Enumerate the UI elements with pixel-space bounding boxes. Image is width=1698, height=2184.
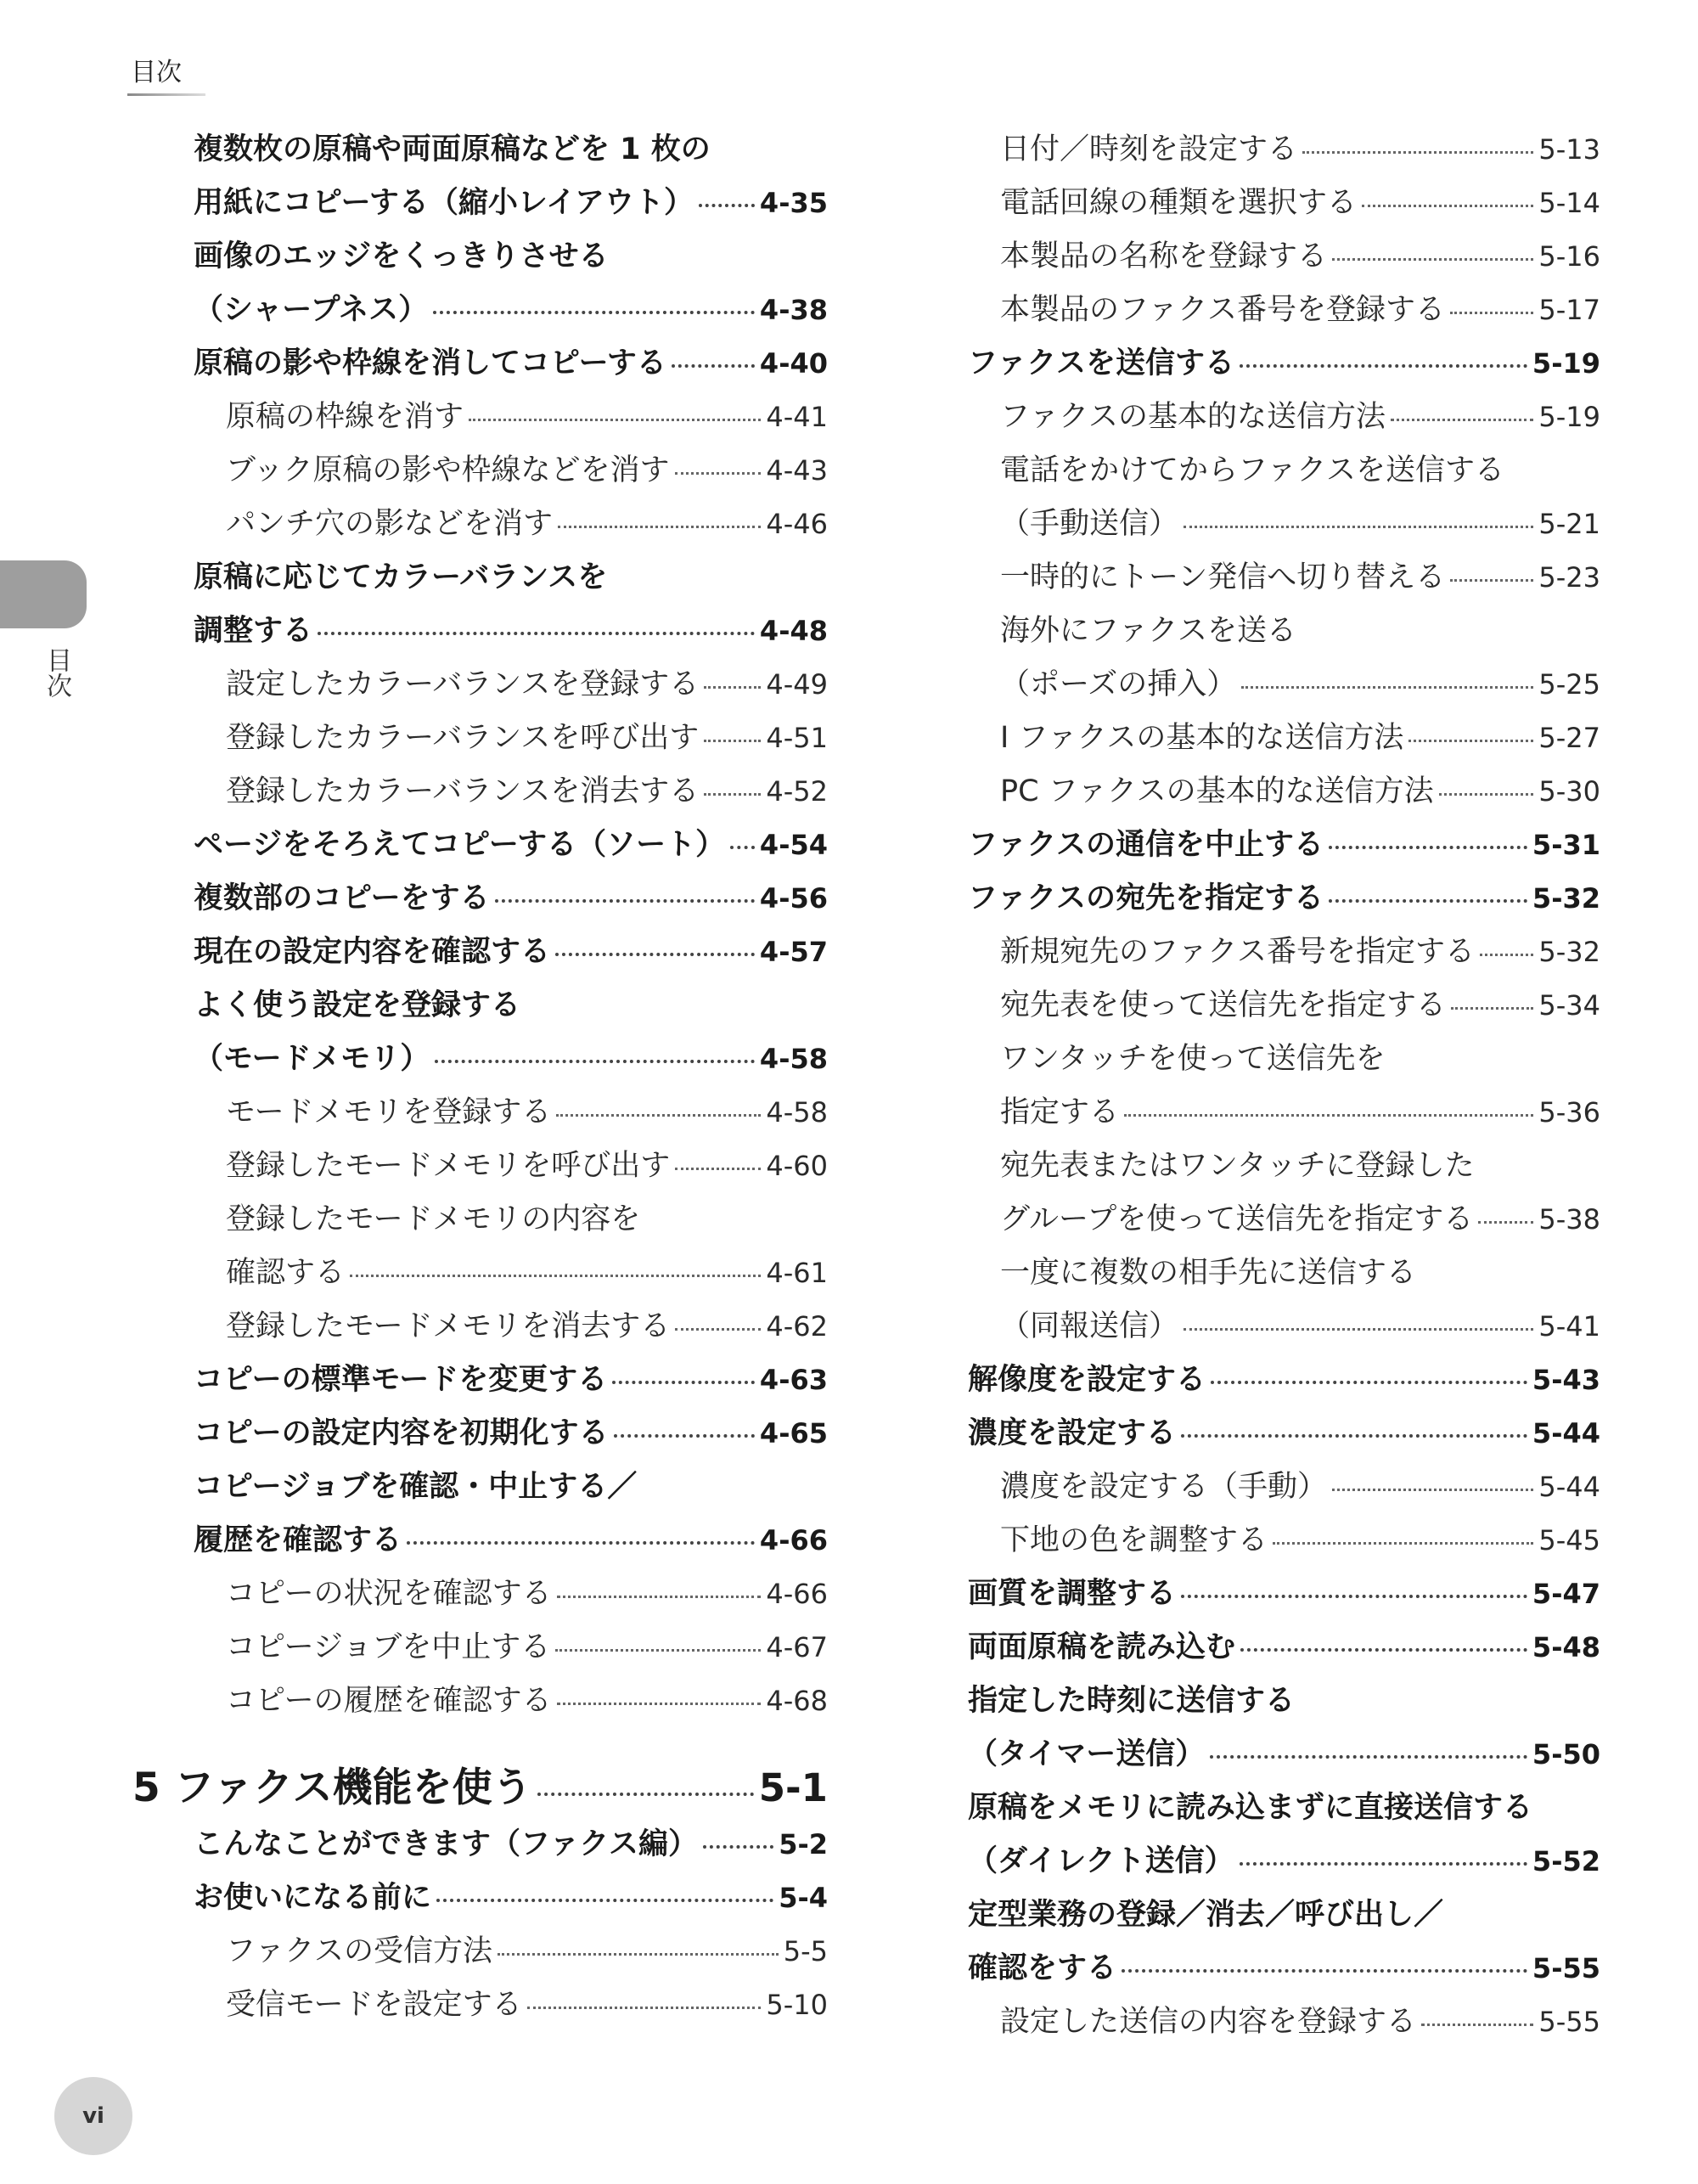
toc-page-number: 5-5 bbox=[783, 1935, 828, 1967]
toc-dot-leader bbox=[498, 1953, 779, 1956]
toc-entry[interactable] bbox=[968, 1942, 1600, 1995]
toc-entry[interactable] bbox=[968, 765, 1600, 819]
toc-entry-title: コピーの標準モードを変更する bbox=[194, 1363, 608, 1397]
toc-page-number: 5-30 bbox=[1538, 775, 1600, 808]
toc-entry[interactable] bbox=[968, 498, 1600, 551]
toc-dot-leader bbox=[436, 1899, 773, 1902]
toc-page-number: 5-19 bbox=[1532, 347, 1600, 380]
toc-entry-title: 日付／時刻を設定する bbox=[1000, 132, 1298, 166]
toc-page-number: 5-31 bbox=[1532, 829, 1600, 861]
toc-dot-leader bbox=[1240, 1862, 1527, 1866]
toc-page-number: 5-32 bbox=[1538, 936, 1600, 968]
toc-dot-leader bbox=[495, 899, 755, 903]
toc-entry[interactable] bbox=[968, 1728, 1600, 1782]
toc-dot-leader bbox=[1332, 258, 1533, 261]
toc-page-number: 5-44 bbox=[1532, 1417, 1600, 1449]
toc-entry[interactable] bbox=[194, 1140, 828, 1193]
toc-entry-title: コピーの履歴を確認する bbox=[226, 1684, 552, 1718]
toc-entry-title: 宛先表を使って送信先を指定する bbox=[1000, 988, 1447, 1022]
toc-entry-title: 原稿の影や枠線を消してコピーする bbox=[194, 346, 666, 380]
toc-entry[interactable] bbox=[968, 284, 1600, 337]
toc-entry[interactable] bbox=[194, 926, 828, 979]
header-title: 目次 bbox=[131, 58, 182, 87]
toc-page-number: 5-10 bbox=[766, 1989, 828, 2021]
toc-entry-title: ファクスの基本的な送信方法 bbox=[1000, 400, 1386, 434]
toc-entry-title: よく使う設定を登録する bbox=[194, 988, 521, 1022]
toc-dot-leader bbox=[672, 364, 755, 368]
toc-entry-title: 本製品のファクス番号を登録する bbox=[1000, 293, 1445, 327]
toc-entry[interactable] bbox=[968, 1835, 1600, 1888]
toc-dot-leader bbox=[557, 1703, 762, 1705]
toc-entry[interactable] bbox=[194, 284, 828, 337]
toc-page-number: 4-57 bbox=[759, 936, 828, 968]
toc-entry[interactable] bbox=[194, 1514, 828, 1568]
toc-right-column bbox=[968, 123, 1600, 2049]
toc-entry bbox=[968, 605, 1600, 658]
toc-entry[interactable] bbox=[194, 337, 828, 391]
toc-page-number: 4-58 bbox=[766, 1096, 828, 1129]
toc-entry[interactable] bbox=[968, 1407, 1600, 1461]
toc-entry-title: コピージョブを確認・中止する／ bbox=[194, 1470, 638, 1504]
toc-page-number: 4-54 bbox=[759, 829, 828, 861]
toc-dot-leader bbox=[614, 1434, 755, 1438]
toc-dot-leader bbox=[433, 311, 755, 314]
toc-entry-title: 登録したモードメモリの内容を bbox=[226, 1202, 641, 1236]
toc-page-number: 5-44 bbox=[1538, 1471, 1600, 1503]
toc-entry-title: 確認をする bbox=[968, 1951, 1117, 1985]
toc-page-number: 4-60 bbox=[766, 1150, 828, 1182]
toc-entry[interactable] bbox=[968, 872, 1600, 926]
toc-entry-title: （シャープネス） bbox=[194, 293, 429, 327]
toc-page-number: 4-48 bbox=[759, 615, 828, 647]
toc-entry-title: モードメモリを登録する bbox=[226, 1095, 552, 1129]
toc-dot-leader bbox=[1181, 1595, 1527, 1598]
toc-entry-title: 設定したカラーバランスを登録する bbox=[226, 667, 700, 701]
toc-dot-leader bbox=[704, 793, 761, 796]
toc-dot-leader bbox=[1302, 151, 1533, 154]
toc-page-number: 4-66 bbox=[766, 1578, 828, 1610]
toc-page-number: 5-48 bbox=[1532, 1631, 1600, 1663]
toc-page-number: 5-16 bbox=[1538, 240, 1600, 273]
toc-page-number: 5-13 bbox=[1538, 133, 1600, 166]
toc-page-number: 5-4 bbox=[779, 1882, 828, 1914]
toc-entry-title: パンチ穴の影などを消す bbox=[226, 507, 554, 541]
toc-entry-title: （同報送信） bbox=[1000, 1309, 1179, 1343]
toc-dot-leader bbox=[1439, 793, 1534, 796]
toc-page-number: 4-65 bbox=[759, 1417, 828, 1449]
toc-entry[interactable] bbox=[968, 177, 1600, 230]
toc-entry-title: （タイマー送信） bbox=[968, 1737, 1206, 1771]
toc-dot-leader bbox=[1332, 1489, 1533, 1491]
toc-entry-title: （モードメモリ） bbox=[194, 1042, 430, 1076]
toc-page-number: 5-45 bbox=[1538, 1524, 1600, 1556]
toc-dot-leader bbox=[1184, 1328, 1533, 1331]
toc-dot-leader bbox=[675, 1328, 761, 1331]
toc-entry[interactable] bbox=[968, 1568, 1600, 1621]
toc-entry bbox=[194, 551, 828, 605]
toc-entry bbox=[194, 123, 828, 177]
toc-entry-title: 調整する bbox=[194, 614, 313, 648]
toc-entry bbox=[194, 230, 828, 284]
toc-entry-title: 原稿をメモリに読み込まずに直接送信する bbox=[968, 1791, 1533, 1825]
toc-entry[interactable] bbox=[194, 1872, 828, 1925]
toc-dot-leader bbox=[730, 846, 755, 849]
toc-page-number: 5-2 bbox=[779, 1828, 828, 1860]
toc-entry[interactable] bbox=[968, 979, 1600, 1033]
toc-entry[interactable] bbox=[968, 819, 1600, 872]
toc-entry-title: ファクスを送信する bbox=[968, 346, 1234, 380]
toc-entry-title: 下地の色を調整する bbox=[1000, 1523, 1268, 1557]
toc-dot-leader bbox=[1273, 1542, 1533, 1545]
toc-entry[interactable] bbox=[194, 658, 828, 712]
toc-entry-title: 受信モードを設定する bbox=[226, 1988, 522, 2022]
toc-entry-title: PC ファクスの基本的な送信方法 bbox=[1000, 774, 1434, 808]
toc-dot-leader bbox=[435, 1060, 755, 1063]
toc-page-number: 5-55 bbox=[1532, 1952, 1600, 1984]
toc-entry-title: 5 ファクス機能を使う bbox=[132, 1765, 532, 1811]
toc-dot-leader bbox=[704, 686, 761, 689]
toc-dot-leader bbox=[558, 526, 761, 528]
toc-page-number: 4-67 bbox=[766, 1631, 828, 1663]
toc-entry[interactable] bbox=[968, 1086, 1600, 1140]
toc-page-number: 4-61 bbox=[766, 1257, 828, 1289]
toc-page-number: 5-52 bbox=[1532, 1845, 1600, 1877]
toc-entry[interactable] bbox=[194, 1979, 828, 2032]
toc-page-number: 4-58 bbox=[759, 1043, 828, 1075]
toc-entry[interactable] bbox=[968, 1354, 1600, 1407]
toc-entry[interactable] bbox=[194, 1675, 828, 1728]
toc-page-number: 5-43 bbox=[1532, 1364, 1600, 1396]
toc-entry[interactable] bbox=[194, 872, 828, 926]
toc-page-number: 4-46 bbox=[766, 508, 828, 540]
toc-entry[interactable] bbox=[194, 1033, 828, 1086]
page-number: vi bbox=[54, 2077, 132, 2155]
toc-entry[interactable] bbox=[194, 498, 828, 551]
toc-entry bbox=[968, 444, 1600, 498]
toc-entry-title: こんなことができます（ファクス編） bbox=[194, 1827, 698, 1861]
toc-entry-title: 指定する bbox=[1000, 1095, 1120, 1129]
toc-chapter-heading[interactable] bbox=[132, 1759, 828, 1818]
toc-entry-title: 新規宛先のファクス番号を指定する bbox=[1000, 935, 1475, 969]
toc-dot-leader bbox=[1181, 1434, 1527, 1438]
toc-entry[interactable] bbox=[194, 1354, 828, 1407]
toc-dot-leader bbox=[1391, 419, 1533, 421]
toc-dot-leader bbox=[1421, 2024, 1533, 2026]
toc-entry-title: ワンタッチを使って送信先を bbox=[1000, 1042, 1386, 1076]
toc-dot-leader bbox=[1241, 686, 1533, 689]
toc-dot-leader bbox=[699, 204, 755, 207]
toc-entry bbox=[194, 1193, 828, 1247]
toc-entry-title: 電話回線の種類を選択する bbox=[1000, 186, 1358, 220]
toc-entry[interactable] bbox=[968, 230, 1600, 284]
toc-entry-title: （手動送信） bbox=[1000, 507, 1179, 541]
toc-entry-title: I ファクスの基本的な送信方法 bbox=[1000, 721, 1404, 755]
toc-page-number: 5-50 bbox=[1532, 1738, 1600, 1770]
toc-dot-leader bbox=[1210, 1755, 1527, 1759]
toc-entry-title: ファクスの受信方法 bbox=[226, 1934, 492, 1968]
toc-page-number: 5-47 bbox=[1532, 1578, 1600, 1610]
toc-dot-leader bbox=[1478, 1221, 1533, 1224]
toc-page-number: 4-38 bbox=[759, 294, 828, 326]
toc-entry-title: 一度に複数の相手先に送信する bbox=[1000, 1256, 1417, 1290]
toc-entry-title: 解像度を設定する bbox=[968, 1363, 1206, 1397]
toc-dot-leader bbox=[1329, 846, 1527, 849]
toc-entry[interactable] bbox=[194, 765, 828, 819]
toc-entry-title: 設定した送信の内容を登録する bbox=[1000, 2005, 1417, 2039]
toc-dot-leader bbox=[318, 632, 755, 635]
toc-page-number: 4-62 bbox=[766, 1310, 828, 1342]
toc-page-number: 4-40 bbox=[759, 347, 828, 380]
toc-entry bbox=[968, 1033, 1600, 1086]
toc-entry-title: 画像のエッジをくっきりさせる bbox=[194, 239, 609, 273]
header-rule bbox=[127, 93, 205, 96]
toc-page-number: 4-52 bbox=[766, 775, 828, 808]
toc-dot-leader bbox=[1240, 1648, 1527, 1652]
toc-dot-leader bbox=[612, 1381, 755, 1384]
toc-entry-title: 海外にファクスを送る bbox=[1000, 614, 1296, 648]
toc-entry-title: （ダイレクト送信） bbox=[968, 1844, 1234, 1878]
toc-dot-leader bbox=[675, 472, 762, 475]
toc-entry[interactable] bbox=[968, 391, 1600, 444]
chapter-side-tab bbox=[0, 560, 87, 628]
toc-dot-leader bbox=[350, 1275, 761, 1277]
toc-dot-leader bbox=[1451, 1007, 1533, 1010]
toc-dot-leader bbox=[1124, 1114, 1533, 1117]
toc-page-number: 5-1 bbox=[758, 1765, 828, 1810]
toc-entry-title: コピージョブを中止する bbox=[226, 1630, 551, 1664]
toc-entry[interactable] bbox=[968, 1621, 1600, 1675]
toc-entry-title: 登録したモードメモリを呼び出す bbox=[226, 1149, 671, 1183]
toc-page-number: 5-38 bbox=[1538, 1203, 1600, 1236]
toc-entry-title: 両面原稿を読み込む bbox=[968, 1630, 1236, 1664]
toc-entry-title: ブック原稿の影や枠線などを消す bbox=[226, 453, 670, 487]
toc-entry-title: 濃度を設定する（手動） bbox=[1000, 1470, 1328, 1504]
toc-page-number: 5-25 bbox=[1538, 668, 1600, 701]
toc-page-number: 4-41 bbox=[766, 401, 828, 433]
toc-page-number: 4-63 bbox=[759, 1364, 828, 1396]
toc-page-number: 5-55 bbox=[1538, 2006, 1600, 2038]
toc-entry[interactable] bbox=[194, 444, 828, 498]
toc-dot-leader bbox=[407, 1541, 755, 1545]
toc-page-number: 5-32 bbox=[1532, 882, 1600, 915]
toc-entry-title: 電話をかけてからファクスを送信する bbox=[1000, 453, 1504, 487]
toc-entry bbox=[968, 1782, 1600, 1835]
toc-entry-title: 履歴を確認する bbox=[194, 1523, 402, 1557]
toc-page-number: 4-56 bbox=[759, 882, 828, 915]
toc-entry[interactable] bbox=[968, 1193, 1600, 1247]
toc-entry bbox=[968, 1140, 1600, 1193]
toc-entry-title: （ポーズの挿入） bbox=[1000, 667, 1237, 701]
toc-entry-title: 確認する bbox=[226, 1256, 346, 1290]
toc-entry bbox=[194, 1461, 828, 1514]
toc-entry[interactable] bbox=[968, 658, 1600, 712]
toc-entry[interactable] bbox=[968, 1300, 1600, 1354]
toc-entry[interactable] bbox=[968, 337, 1600, 391]
toc-page-number: 4-66 bbox=[759, 1524, 828, 1556]
toc-entry[interactable] bbox=[194, 391, 828, 444]
toc-entry-title: 原稿に応じてカラーバランスを bbox=[194, 560, 608, 594]
toc-entry[interactable] bbox=[194, 1300, 828, 1354]
toc-page-number: 5-27 bbox=[1538, 722, 1600, 754]
toc-dot-leader bbox=[1211, 1381, 1527, 1384]
toc-entry[interactable] bbox=[968, 1995, 1600, 2049]
toc-page-number: 5-17 bbox=[1538, 294, 1600, 326]
toc-entry-title: 本製品の名称を登録する bbox=[1000, 239, 1328, 273]
toc-page-number: 5-34 bbox=[1538, 989, 1600, 1022]
toc-entry[interactable] bbox=[968, 926, 1600, 979]
toc-dot-leader bbox=[1450, 312, 1533, 314]
toc-dot-leader bbox=[675, 1168, 761, 1170]
toc-entry bbox=[194, 979, 828, 1033]
toc-entry-title: 指定した時刻に送信する bbox=[968, 1684, 1296, 1718]
toc-dot-leader bbox=[1184, 526, 1533, 528]
toc-entry-title: 定型業務の登録／消去／呼び出し／ bbox=[968, 1898, 1444, 1932]
toc-entry[interactable] bbox=[968, 1461, 1600, 1514]
toc-page-number: 4-43 bbox=[766, 454, 828, 487]
toc-entry[interactable] bbox=[194, 605, 828, 658]
toc-page-number: 5-41 bbox=[1538, 1310, 1600, 1342]
toc-page-number: 4-49 bbox=[766, 668, 828, 701]
toc-dot-leader bbox=[555, 1649, 761, 1652]
toc-dot-leader bbox=[1122, 1969, 1527, 1973]
toc-entry-title: 登録したカラーバランスを呼び出す bbox=[226, 721, 700, 755]
toc-entry-title: 一時的にトーン発信へ切り替える bbox=[1000, 560, 1446, 594]
toc-dot-leader bbox=[469, 419, 761, 421]
toc-dot-leader bbox=[1329, 899, 1527, 903]
toc-entry bbox=[968, 1888, 1600, 1942]
toc-entry[interactable] bbox=[968, 1514, 1600, 1568]
toc-page-number: 5-23 bbox=[1538, 561, 1600, 594]
toc-entry[interactable] bbox=[194, 819, 828, 872]
toc-dot-leader bbox=[703, 1845, 773, 1849]
toc-entry[interactable] bbox=[194, 1247, 828, 1300]
toc-dot-leader bbox=[555, 953, 755, 956]
toc-entry-title: 登録したモードメモリを消去する bbox=[226, 1309, 671, 1343]
toc-entry-title: コピーの状況を確認する bbox=[226, 1577, 552, 1611]
toc-entry[interactable] bbox=[968, 123, 1600, 177]
toc-entry[interactable] bbox=[968, 551, 1600, 605]
toc-entry bbox=[968, 1247, 1600, 1300]
toc-dot-leader bbox=[537, 1793, 754, 1796]
toc-dot-leader bbox=[527, 2007, 762, 2009]
toc-entry-title: ページをそろえてコピーする（ソート） bbox=[194, 828, 726, 862]
toc-entry-title: 原稿の枠線を消す bbox=[226, 400, 464, 434]
toc-entry-title: 用紙にコピーする（縮小レイアウト） bbox=[194, 186, 694, 220]
toc-entry[interactable] bbox=[194, 1407, 828, 1461]
toc-entry-title: 複数枚の原稿や両面原稿などを 1 枚の bbox=[194, 132, 711, 166]
toc-dot-leader bbox=[1480, 954, 1533, 956]
toc-entry-title: 画質を調整する bbox=[968, 1577, 1177, 1611]
toc-dot-leader bbox=[1450, 579, 1533, 582]
toc-entry[interactable] bbox=[194, 1086, 828, 1140]
toc-page-number: 5-14 bbox=[1538, 187, 1600, 219]
toc-dot-leader bbox=[1240, 364, 1527, 368]
toc-entry[interactable] bbox=[194, 1818, 828, 1872]
toc-entry[interactable] bbox=[968, 712, 1600, 765]
toc-page-number: 4-51 bbox=[766, 722, 828, 754]
toc-page-number: 4-68 bbox=[766, 1685, 828, 1717]
toc-entry-title: グループを使って送信先を指定する bbox=[1000, 1202, 1474, 1236]
toc-entry-title: ファクスの宛先を指定する bbox=[968, 881, 1324, 915]
toc-entry-title: 濃度を設定する bbox=[968, 1416, 1177, 1450]
toc-entry-title: ファクスの通信を中止する bbox=[968, 828, 1324, 862]
toc-page-number: 4-35 bbox=[759, 187, 828, 219]
toc-entry-title: コピーの設定内容を初期化する bbox=[194, 1416, 609, 1450]
toc-entry-title: 宛先表またはワンタッチに登録した bbox=[1000, 1149, 1475, 1183]
toc-dot-leader bbox=[557, 1596, 762, 1598]
toc-dot-leader bbox=[556, 1114, 761, 1117]
toc-entry[interactable] bbox=[194, 177, 828, 230]
toc-entry[interactable] bbox=[194, 1925, 828, 1979]
toc-page-number: 5-21 bbox=[1538, 508, 1600, 540]
toc-page-number: 5-19 bbox=[1538, 401, 1600, 433]
toc-entry-title: 現在の設定内容を確認する bbox=[194, 935, 551, 969]
toc-entry-title: 複数部のコピーをする bbox=[194, 881, 490, 915]
toc-page-number: 5-36 bbox=[1538, 1096, 1600, 1129]
toc-dot-leader bbox=[1362, 205, 1533, 207]
toc-left-column bbox=[132, 123, 828, 2032]
toc-entry[interactable] bbox=[194, 1621, 828, 1675]
toc-entry-title: 登録したカラーバランスを消去する bbox=[226, 774, 700, 808]
toc-entry[interactable] bbox=[194, 1568, 828, 1621]
side-tab-label: 目次 bbox=[42, 647, 71, 698]
toc-entry-title: お使いになる前に bbox=[194, 1881, 432, 1915]
toc-entry[interactable] bbox=[194, 712, 828, 765]
toc-dot-leader bbox=[704, 740, 761, 742]
toc-dot-leader bbox=[1408, 740, 1533, 742]
toc-entry bbox=[968, 1675, 1600, 1728]
